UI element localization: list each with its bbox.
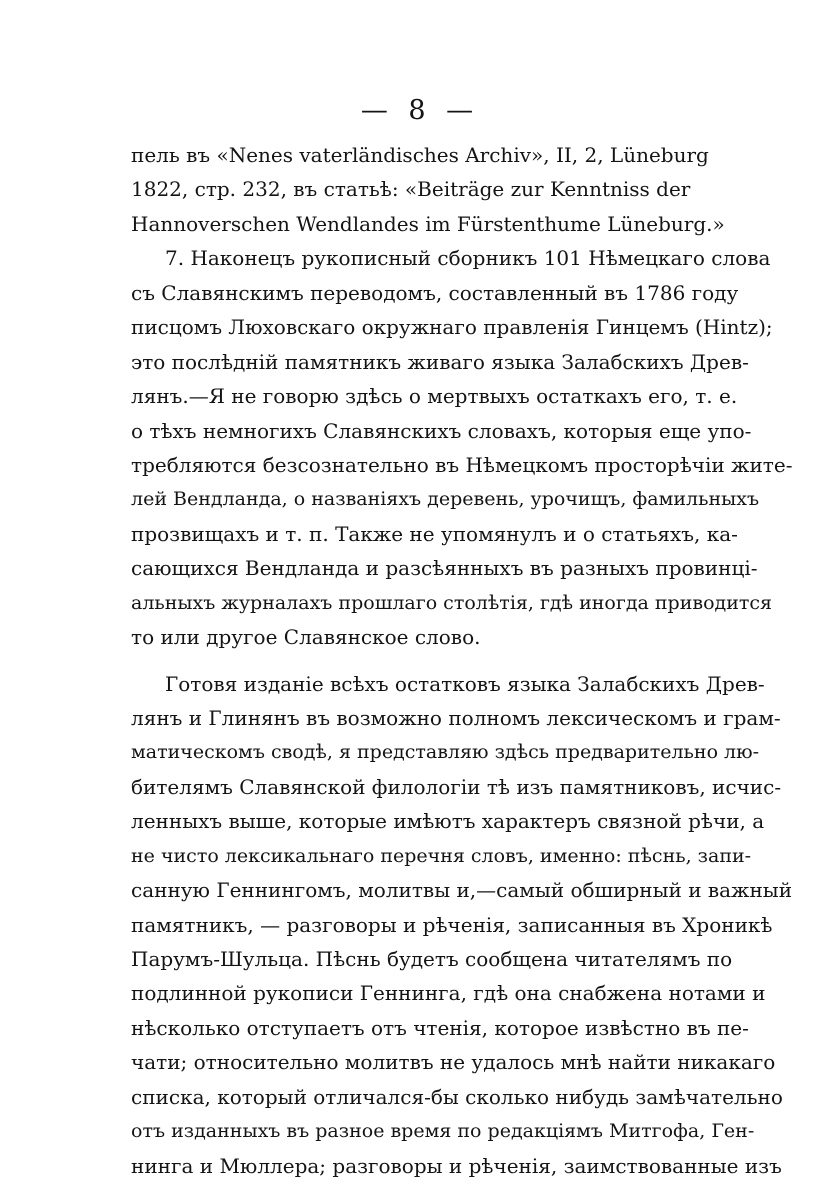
text-line-10: требляются безсознательно въ Нѣмецкомъ просторѣчіи жите- [131, 452, 793, 477]
text-line-6: писцомъ Люховскаго окружнаго правленія Гинцемъ (Hintz); [131, 315, 773, 340]
text-line-19: бителямъ Славянской филологіи тѣ изъ памятниковъ, исчис- [131, 774, 782, 799]
text-line-18: матическомъ сводѣ, я представляю здѣсь предварительно лю- [131, 741, 760, 764]
text-line-22: санную Геннингомъ, молитвы и,—самый обширный и важный [131, 878, 793, 903]
text-line-29: отъ изданныхъ въ разное время по редакціямъ Митгофа, Ген- [131, 1120, 755, 1143]
text-line-7: это послѣдній памятникъ живаго языка Залабскихъ Древ- [131, 349, 749, 374]
text-line-12: прозвищахъ и т. п. Также не упомянулъ и о статьяхъ, ка- [131, 521, 738, 546]
page-number: — 8 — [360, 95, 480, 126]
text-line-26: нѣсколько отступаетъ отъ чтенія, которое извѣстно въ пе- [131, 1015, 749, 1040]
text-line-2: 1822, стр. 232, въ статьѣ: «Beiträge zur Kenntniss der [131, 177, 691, 202]
text-line-16: Готовя изданіе всѣхъ остатковъ языка Залабскихъ Древ- [165, 671, 765, 696]
text-line-4: 7. Наконецъ рукописный сборникъ 101 Нѣмецкаго слова [165, 246, 771, 271]
text-line-27: чати; относительно молитвъ не удалось мнѣ найти никакаго [131, 1050, 776, 1075]
text-line-13: сающихся Вендланда и разсѣянныхъ въ разныхъ провинці- [131, 556, 758, 581]
text-line-3: Hannoverschen Wendlandes im Fürstenthume Lüneburg.» [131, 211, 725, 236]
text-line-14: альныхъ журналахъ прошлаго столѣтія, гдѣ иногда приводится [131, 591, 773, 614]
text-line-21: не чисто лексикальнаго перечня словъ, именно: пѣснь, запи- [131, 844, 752, 867]
text-line-23: памятникъ, — разговоры и рѣченія, записанныя въ Хроникѣ [131, 912, 773, 937]
text-line-30: нинга и Мюллера; разговоры и рѣченія, заимствованные изъ [131, 1153, 782, 1178]
text-line-1: пель въ «Nenes vaterländisches Archiv», II, 2, Lüneburg [131, 143, 709, 167]
text-line-25: подлинной рукописи Геннинга, гдѣ она снабжена нотами и [131, 981, 766, 1006]
text-line-17: лянъ и Глинянъ въ возможно полномъ лексическомъ и грам- [131, 705, 781, 730]
text-line-8: лянъ.—Я не говорю здѣсь о мертвыхъ остаткахъ его, т. е. [131, 384, 738, 408]
text-line-5: съ Славянскимъ переводомъ, составленный въ 1786 году [131, 280, 739, 305]
text-line-20: ленныхъ выше, которые имѣютъ характеръ связной рѣчи, а [131, 809, 765, 834]
text-line-9: о тѣхъ немногихъ Славянскихъ словахъ, которыя еще упо- [131, 418, 752, 443]
text-line-15: то или другое Славянское слово. [131, 625, 481, 650]
text-line-28: списка, который отличался-бы сколько нибудь замѣчательно [131, 1084, 783, 1109]
text-line-11: лей Вендланда, о названіяхъ деревень, урочищъ, фамильныхъ [131, 488, 760, 511]
text-line-24: Парумъ-Шульца. Пѣснь будетъ сообщена читателямъ по [131, 947, 733, 971]
